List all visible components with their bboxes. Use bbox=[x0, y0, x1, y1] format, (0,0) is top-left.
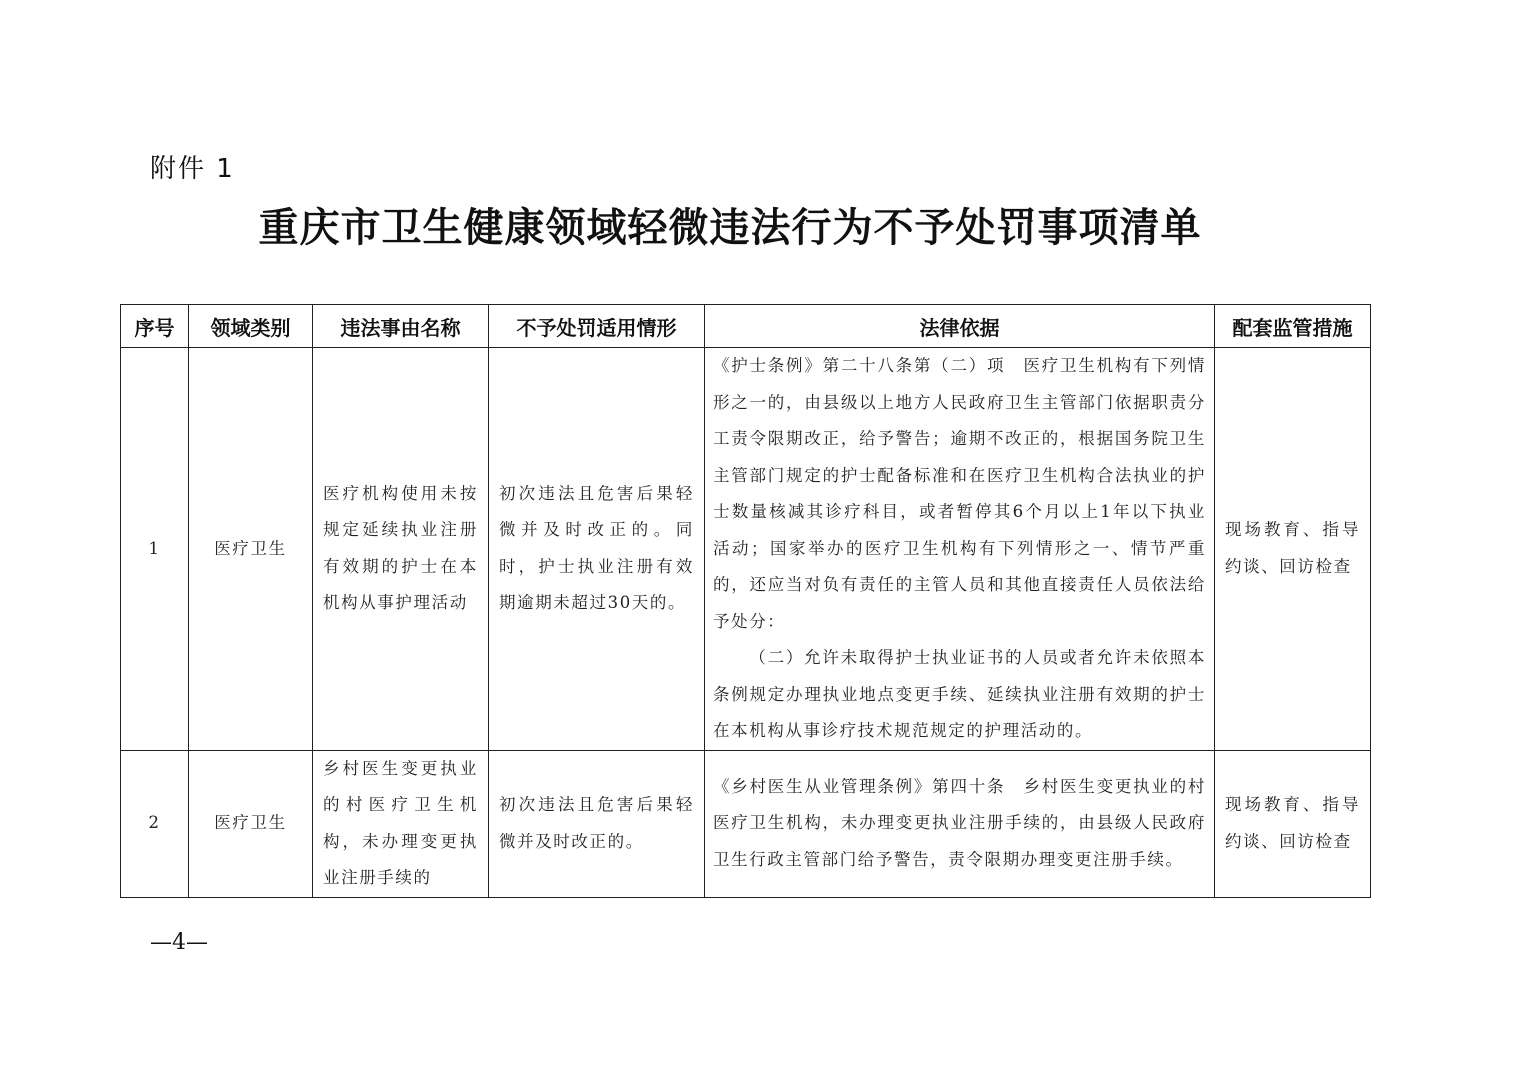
legal-basis-main: 《护士条例》第二十八条第（二）项 医疗卫生机构有下列情形之一的，由县级以上地方人民政府卫生主管部门依据职责分工责令限期改正，给予警告；逾期不改正的，根据国务院卫生主管部门规定的护士配备标准和在医疗卫生机构合法执业的护士数量核减其诊疗科目，或者暂停其6个月以上1年以下执业活动；国家举办的医疗卫生机构有下列情形之一、情节严重的，还应当对负有责任的主管人员和其他直接责任人员依法给予处分： bbox=[713, 356, 1206, 631]
cell-exemption: 初次违法且危害后果轻微并及时改正的。同时，护士执业注册有效期逾期未超过30天的。 bbox=[489, 348, 705, 751]
cell-measures: 现场教育、指导约谈、回访检查 bbox=[1215, 750, 1371, 897]
header-domain: 领域类别 bbox=[189, 305, 313, 348]
cell-violation: 医疗机构使用未按规定延续执业注册有效期的护士在本机构从事护理活动 bbox=[313, 348, 489, 751]
page-number: —4— bbox=[150, 930, 208, 955]
items-table bbox=[120, 304, 1371, 898]
attachment-label: 附件 1 bbox=[150, 154, 235, 184]
document-title: 重庆市卫生健康领域轻微违法行为不予处罚事项清单 bbox=[258, 204, 1202, 251]
header-no: 序号 bbox=[121, 305, 189, 348]
cell-violation: 乡村医生变更执业的村医疗卫生机构，未办理变更执业注册手续的 bbox=[313, 750, 489, 897]
legal-basis-item: （二）允许未取得护士执业证书的人员或者允许未依照本条例规定办理执业地点变更手续、延续执业注册有效期的护士在本机构从事诊疗技术规范规定的护理活动的。 bbox=[713, 648, 1206, 740]
cell-legal-basis: 《乡村医生从业管理条例》第四十条 乡村医生变更执业的村医疗卫生机构，未办理变更执业注册手续的，由县级人民政府卫生行政主管部门给予警告，责令限期办理变更注册手续。 bbox=[705, 750, 1215, 897]
header-legal-basis: 法律依据 bbox=[705, 305, 1215, 348]
table-row bbox=[121, 750, 1371, 897]
cell-no: 2 bbox=[121, 750, 189, 897]
header-exemption: 不予处罚适用情形 bbox=[489, 305, 705, 348]
header-violation: 违法事由名称 bbox=[313, 305, 489, 348]
table-row bbox=[121, 348, 1371, 751]
table-header-row bbox=[121, 305, 1371, 348]
cell-no: 1 bbox=[121, 348, 189, 751]
cell-exemption: 初次违法且危害后果轻微并及时改正的。 bbox=[489, 750, 705, 897]
cell-legal-basis bbox=[705, 348, 1215, 751]
cell-domain: 医疗卫生 bbox=[189, 348, 313, 751]
cell-domain: 医疗卫生 bbox=[189, 750, 313, 897]
header-measures: 配套监管措施 bbox=[1215, 305, 1371, 348]
cell-measures: 现场教育、指导约谈、回访检查 bbox=[1215, 348, 1371, 751]
